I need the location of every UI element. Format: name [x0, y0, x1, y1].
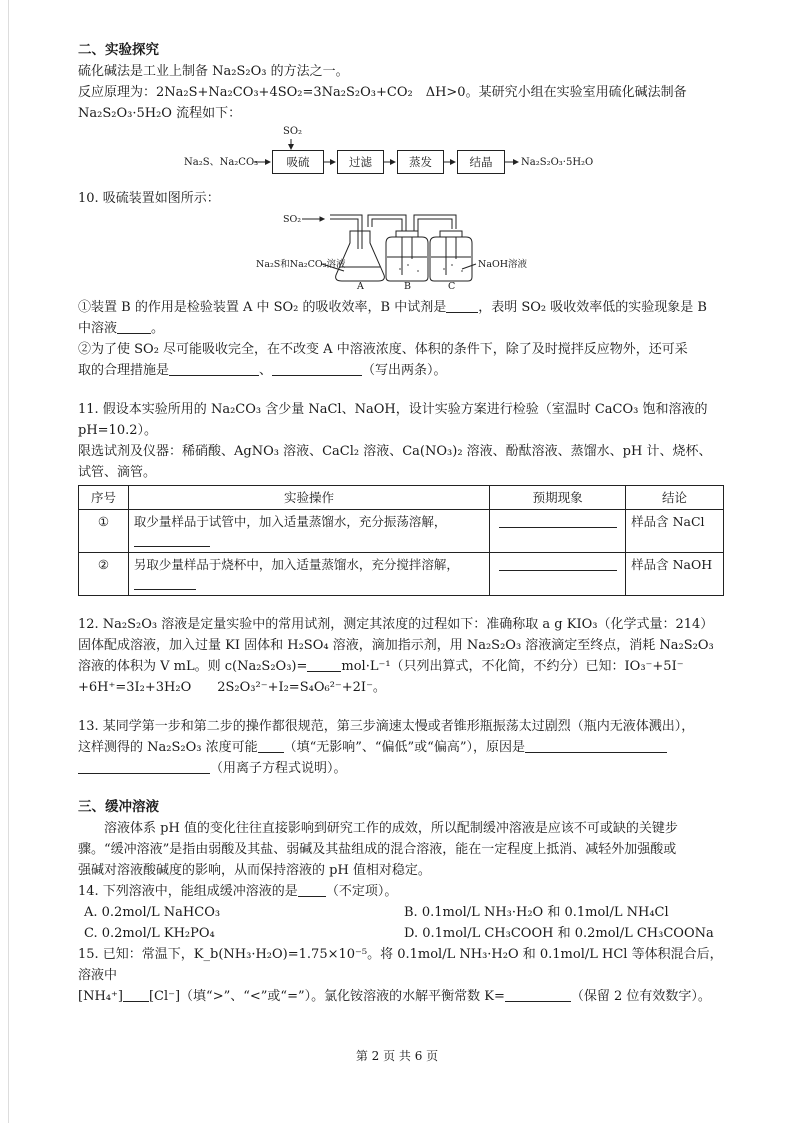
q13-line1: 13. 某同学第一步和第二步的操作都很规范，第三步滴速太慢或者锥形瓶振荡太过剧烈（瓶内无液体溅出），	[78, 719, 695, 734]
flow-output-label: Na₂S₂O₃·5H₂O	[521, 157, 594, 168]
q13-line3: （用离子方程式说明）。	[78, 758, 724, 779]
q10-part2-cont: 取的合理措施是 、 （写出两条）。	[78, 363, 447, 378]
buffer-para-1: 溶液体系 pH 值的变化往往直接影响到研究工作的成效，所以配制缓冲溶液是应该不可或缺的关键步	[104, 821, 678, 836]
exam-page	[78, 40, 724, 1007]
table-header-row	[79, 486, 724, 510]
row-phenomenon	[490, 510, 626, 553]
q11-stem: 11. 假设本实验所用的 Na₂CO₃ 含少量 NaCl、NaOH，设计实验方案进行检验（室温时 CaCO₃ 饱和溶液的	[78, 402, 708, 417]
row-number: ①	[79, 510, 129, 553]
q15-blank-compare[interactable]	[123, 987, 149, 1002]
q14-options	[78, 902, 724, 944]
q14-option-c[interactable]: C. 0.2mol/L KH₂PO₄	[84, 926, 215, 941]
row-op-blank[interactable]	[134, 532, 210, 547]
row-operation: 另取少量样品于烧杯中，加入适量蒸馏水，充分搅拌溶解，	[128, 553, 489, 596]
q13-blank-equation[interactable]	[78, 759, 210, 774]
buffer-para-2: 骤。“缓冲溶液”是指由弱酸及其盐、弱碱及其盐组成的混合溶液，能在一定程度上抵消、减轻外加强酸或	[78, 842, 677, 857]
experiment-table	[78, 485, 724, 596]
q12-blank-concentration[interactable]	[307, 657, 341, 672]
section-heading-experiment: 二、实验探究	[78, 42, 159, 58]
q12-line4: +6H⁺=3I₂+3H₂O 2S₂O₃²⁻+I₂=S₄O₆²⁻+2I⁻。	[78, 680, 386, 695]
table-header: 预期现象	[490, 486, 626, 510]
row-operation: 取少量样品于试管中，加入适量蒸馏水，充分振荡溶解，	[128, 510, 489, 553]
apparatus-b-label: B	[404, 281, 411, 292]
row-conclusion: 样品含 NaCl	[626, 510, 724, 553]
row-phenomenon-blank[interactable]	[499, 556, 617, 571]
table-header: 序号	[79, 486, 129, 510]
q10-part1-cont: 中溶液 。	[78, 321, 165, 336]
q14-option-d[interactable]: D. 0.1mol/L CH₃COOH 和 0.2mol/L CH₃COONa	[404, 926, 714, 941]
table-row	[79, 553, 724, 596]
principle-text: 反应原理为：2Na₂S+Na₂CO₃+4SO₂=3Na₂S₂O₃+CO₂ ΔH>0。某研究小组在实验室用硫化碱法制备	[78, 85, 687, 100]
q14-blank-answer[interactable]	[298, 882, 326, 897]
q13-line2: 这样测得的 Na₂S₂O₃ 浓度可能 （填“无影响”、“偏低”或“偏高”），原因是	[78, 737, 724, 758]
q11-reagents: 限选试剂及仪器：稀硝酸、AgNO₃ 溶液、CaCl₂ 溶液、Ca(NO₃)₂ 溶液、酚酞溶液、蒸馏水、pH 计、烧杯、	[78, 444, 712, 459]
row-conclusion: 样品含 NaOH	[626, 553, 724, 596]
apparatus-a-label: A	[357, 281, 364, 292]
q15-line2: [NH₄⁺] [Cl⁻]（填“>”、“<”或“=”）。氯化铵溶液的水解平衡常数 K= （保留 2 位有效数字）。	[78, 989, 711, 1004]
row-phenomenon-blank[interactable]	[499, 513, 617, 528]
q10-part1: ①装置 B 的作用是检验装置 A 中 SO₂ 的吸收效率，B 中试剂是 ，表明 SO₂ 吸收效率低的实验现象是 B	[78, 300, 707, 315]
q12-line3: 溶液的体积为 V mL。则 c(Na₂S₂O₃)= mol·L⁻¹（只列出算式，不化简，不约分）已知：IO₃⁻+5I⁻	[78, 659, 684, 674]
q12-line1: 12. Na₂S₂O₃ 溶液是定量实验中的常用试剂，测定其浓度的过程如下：准确称取 a g KIO₃（化学式量：214）	[78, 617, 714, 632]
row-number: ②	[79, 553, 129, 596]
flow-so2-label: SO₂	[283, 126, 303, 137]
buffer-para-3: 强碱对溶液酸碱度的影响，从而保持溶液的 pH 值相对稳定。	[78, 863, 431, 878]
apparatus-drawing	[78, 209, 724, 291]
row-op-blank[interactable]	[134, 575, 196, 590]
q10-stem: 10. 吸硫装置如图所示：	[78, 191, 220, 206]
q14-option-b[interactable]: B. 0.1mol/L NH₃·H₂O 和 0.1mol/L NH₄Cl	[404, 905, 669, 920]
q14-stem: 14. 下列溶液中，能组成缓冲溶液的是 （不定项）。	[78, 884, 398, 899]
q13-blank-effect[interactable]	[258, 738, 284, 753]
flow-step-evaporate: 蒸发	[397, 150, 444, 174]
absorption-apparatus	[78, 209, 724, 291]
q10-blank-measure-1[interactable]	[169, 361, 259, 376]
flow-step-filter: 过滤	[337, 150, 384, 174]
flow-input-label: Na₂S、Na₂CO₃	[184, 157, 259, 168]
table-header: 结论	[626, 486, 724, 510]
q11-stem-2: pH=10.2）。	[78, 423, 157, 438]
q12-line2: 固体配成溶液，加入过量 KI 固体和 H₂SO₄ 溶液，滴加指示剂，用 Na₂S₂O₃ 溶液滴定至终点，消耗 Na₂S₂O₃	[78, 638, 714, 653]
process-flowchart	[78, 126, 724, 184]
q10-blank-reagent[interactable]	[446, 298, 478, 313]
flow-step-crystallize: 结晶	[457, 150, 505, 174]
q10-blank-measure-2[interactable]	[272, 361, 362, 376]
q15-line1: 15. 已知：常温下，K_b(NH₃·H₂O)=1.75×10⁻⁵。将 0.1mol/L NH₃·H₂O 和 0.1mol/L HCl 等体积混合后，溶液中	[78, 947, 723, 983]
apparatus-right-label: NaOH溶液	[478, 259, 528, 270]
apparatus-so2-label: SO₂	[283, 214, 302, 225]
section-heading-buffer: 三、缓冲溶液	[78, 799, 159, 815]
q10-part2: ②为了使 SO₂ 尽可能吸收完全，在不改变 A 中溶液浓度、体积的条件下，除了及时搅拌反应物外，还可采	[78, 342, 688, 357]
table-row	[79, 510, 724, 553]
q13-blank-reason[interactable]	[525, 738, 667, 753]
apparatus-left-label: Na₂S和Na₂CO₃溶液	[256, 259, 346, 270]
table-header: 实验操作	[128, 486, 489, 510]
principle-text-2: Na₂S₂O₃·5H₂O 流程如下：	[78, 106, 242, 121]
q15-blank-k[interactable]	[505, 987, 571, 1002]
row-phenomenon	[490, 553, 626, 596]
q14-option-a[interactable]: A. 0.2mol/L NaHCO₃	[84, 905, 221, 920]
intro-text: 硫化碱法是工业上制备 Na₂S₂O₃ 的方法之一。	[78, 64, 349, 79]
apparatus-c-label: C	[448, 281, 456, 292]
q10-blank-phenomenon[interactable]	[117, 319, 151, 334]
page-edge-line	[8, 0, 9, 1123]
page-footer: 第 2 页 共 6 页	[355, 1049, 439, 1063]
flow-step-absorb: 吸硫	[272, 150, 324, 174]
q11-reagents-2: 试管、滴管。	[78, 465, 157, 480]
